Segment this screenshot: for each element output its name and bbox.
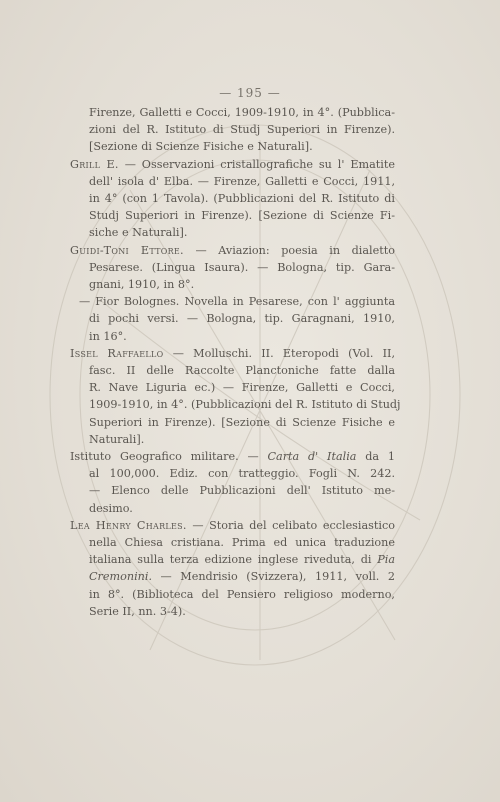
entry-line: Superiori in Firenze). [Sezione di Scienze Fisiche e	[89, 415, 395, 429]
entry-author: Grill E.	[70, 157, 119, 171]
entry-author: Lea Henry Charles.	[70, 518, 187, 532]
entry-line: — Elenco delle Pubblicazioni dell' Istituto me-	[89, 484, 395, 498]
translator-name: Cremonini.	[89, 570, 152, 584]
entry-title: Carta d' Italia	[267, 450, 357, 464]
entry-line: Pesarese. (Lingua Isaura). — Bologna, tip. Gara-	[89, 260, 395, 274]
bibliography-entry	[70, 517, 395, 620]
entry-line: Lea Henry Charles. — Storia del celibato ecclesiastico	[70, 518, 395, 532]
bibliography-entry	[70, 242, 395, 294]
entry-line: [Sezione di Scienze Fisiche e Naturali].	[89, 140, 313, 154]
entry-line: Firenze, Galletti e Cocci, 1909-1910, in 4°. (Pubblica-	[89, 106, 395, 119]
entry-line: Serie II, nn. 3-4).	[89, 604, 186, 618]
translator-name: Pia	[377, 553, 395, 567]
entry-line: Istituto Geografico militare. — Carta d' Italia da 1	[70, 450, 395, 464]
entry-line: gnani, 1910, in 8°.	[89, 278, 195, 292]
bibliography-entry	[70, 345, 401, 448]
bibliography-list	[70, 104, 401, 620]
bibliography-entry	[70, 156, 395, 242]
entry-line: desimo.	[89, 501, 133, 515]
entry-line: di pochi versi. — Bologna, tip. Garagnani, 1910,	[89, 312, 395, 326]
entry-line: in 16°.	[89, 329, 127, 343]
entry-line: Issel Raffaello — Molluschi. II. Eteropodi (Vol. II,	[70, 346, 395, 360]
bibliography-entry	[70, 448, 395, 517]
entry-line: siche e Naturali].	[89, 226, 188, 240]
page-number: — 195 —	[219, 86, 281, 100]
entry-line: in 4° (con 1 Tavola). (Pubblicazioni del R. Istituto di	[89, 192, 395, 206]
entry-author: Issel Raffaello	[70, 346, 164, 360]
entry-line: zioni del R. Istituto di Studj Superiori in Firenze).	[89, 123, 395, 137]
entry-line: dell' isola d' Elba. — Firenze, Galletti e Cocci, 1911,	[89, 174, 395, 188]
entry-line: Cremonini. — Mendrisio (Svizzera), 1911, voll. 2	[89, 570, 395, 584]
entry-line: nella Chiesa cristiana. Prima ed unica traduzione	[89, 536, 395, 550]
entry-line: R. Nave Liguria ec.) — Firenze, Galletti e Cocci,	[89, 381, 395, 395]
bibliography-entry	[89, 104, 395, 156]
entry-line: Naturali].	[89, 432, 145, 446]
entry-line: in 8°. (Biblioteca del Pensiero religioso moderno,	[89, 587, 395, 601]
entry-line: fasc. II delle Raccolte Planctoniche fatte dalla	[89, 364, 395, 378]
entry-line: italiana sulla terza edizione inglese riveduta, di Pia	[89, 553, 395, 567]
entry-line: — Fior Bolognes. Novella in Pesarese, con l' aggiunta	[79, 295, 395, 309]
entry-line: Grill E. — Osservazioni cristallografiche su l' Ematite	[70, 157, 395, 171]
entry-line: Guidi-Toni Ettore. — Aviazion: poesia in dialetto	[70, 243, 395, 257]
entry-line: Studj Superiori in Firenze). [Sezione di Scienze Fi-	[89, 209, 395, 223]
entry-author: Guidi-Toni Ettore.	[70, 243, 184, 257]
bibliography-entry	[79, 293, 395, 345]
entry-line: al 100,000. Ediz. con tratteggio. Fogli N. 242.	[89, 467, 395, 481]
entry-line: 1909-1910, in 4°. (Pubblicazioni del R. Istituto di Studj	[89, 398, 401, 412]
